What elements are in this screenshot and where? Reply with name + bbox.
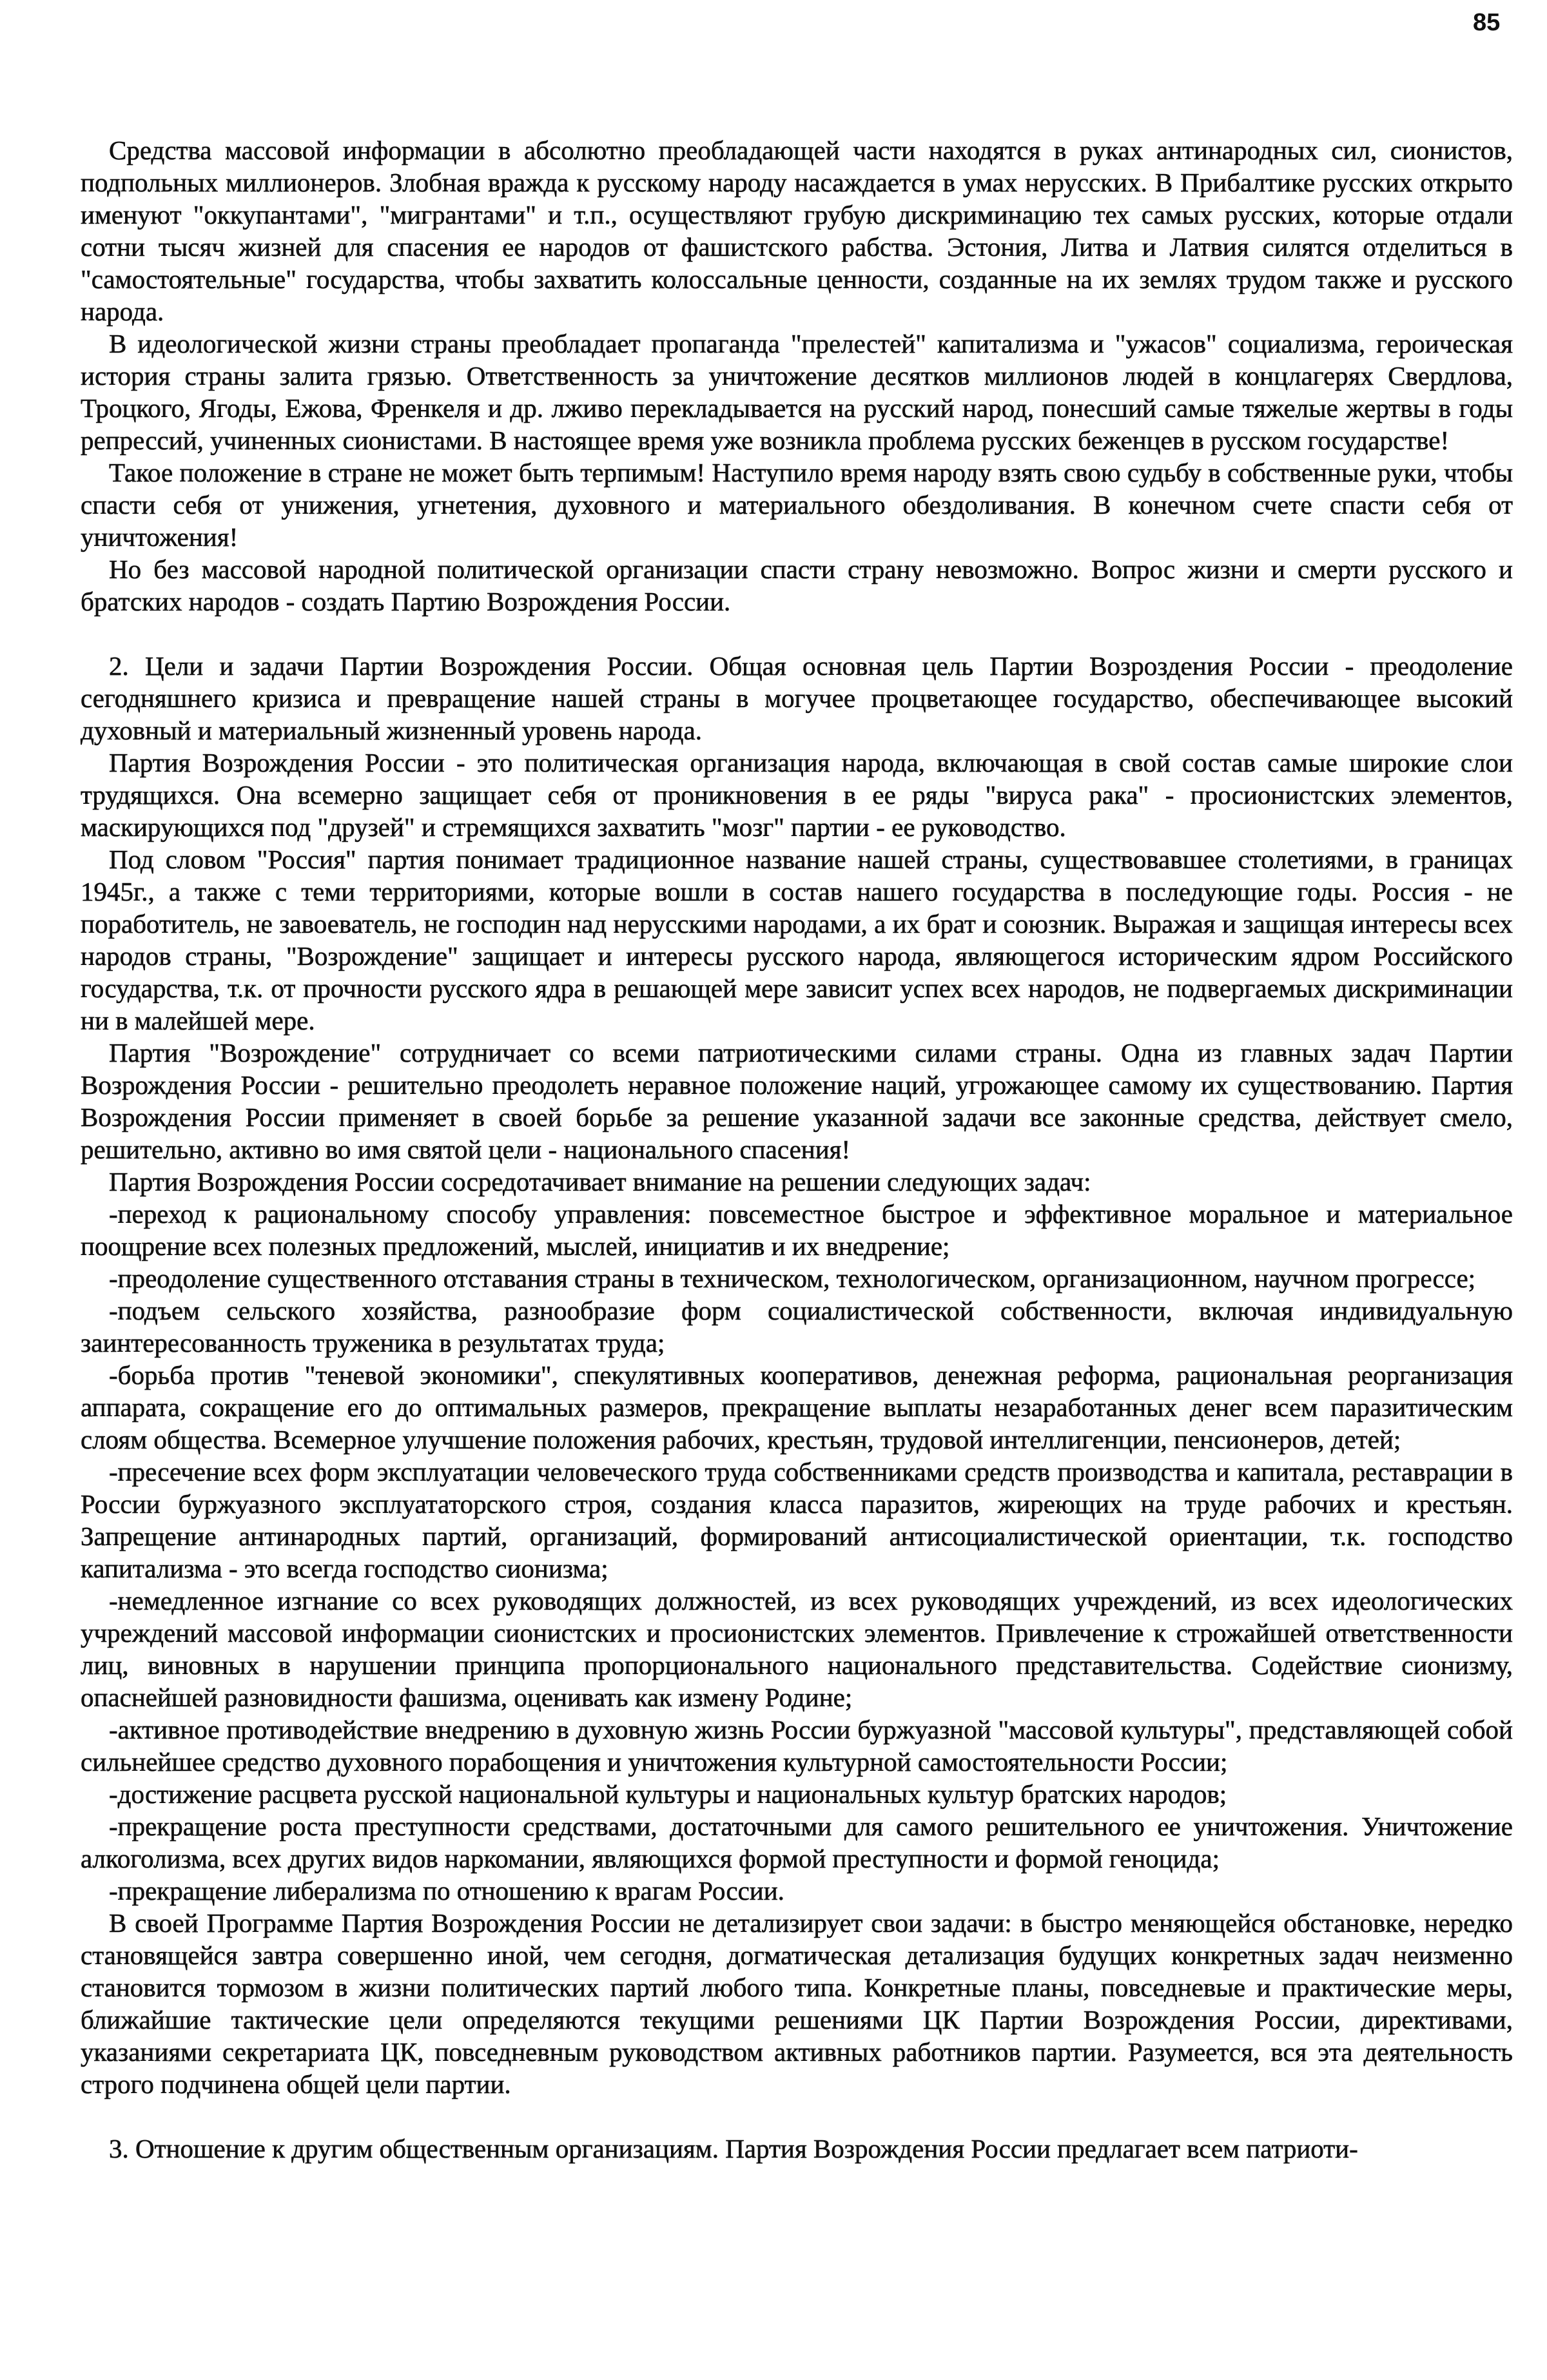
paragraph: В своей Программе Партия Возрождения России не детализирует свои задачи: в быстро меняющейся обстановке, нередко становящейся завтра совершенно иной, чем сегодня, догматическая детализация будущих конкретных задач неизменно становится тормозом в жизни политических партий любого типа. Конкретные планы, повседневые и практические меры, ближайшие тактические цели определяются текущими решениями ЦК Партии Возрождения России, директивами, указаниями секретариата ЦК, повседневным руководством активных работников партии. Разумеется, вся эта деятельность строго подчинена общей цели партии.: [81, 1908, 1513, 2099]
list-item: -прекращение либерализма по отношению к врагам России.: [109, 1876, 784, 1906]
section-2-heading-paragraph: 2. Цели и задачи Партии Возрождения России. Общая основная цель Партии Возроздения России - преодоление сегодняшнего кризиса и превращение нашей страны в могучее процветающее государство, обеспечивающее высокий духовный и материальный жизненный уровень народа.: [81, 651, 1513, 745]
list-item: -пресечение всех форм эксплуатации человеческого труда собственниками средств производства и капитала, реставрации в России буржуазного эксплуататорского строя, создания класса паразитов, жиреющих на труде рабочих и крестьян. Запрещение антинародных партий, организаций, формирований антисоциалистической ориентации, т.к. господство капитализма - это всегда господство сионизма;: [81, 1457, 1513, 1583]
list-item: -преодоление существенного отставания страны в техническом, технологическом, организационном, научном прогрессе;: [109, 1263, 1476, 1293]
paragraph: Под словом "Россия" партия понимает традиционное название нашей страны, существовавшее столетиями, в границах 1945г., а также с теми территориями, которые вошли в состав нашего государства в последующие годы. Россия - не поработитель, не завоеватель, не господин над нерусскими народами, а их брат и союзник. Выражая и защищая интересы всех народов страны, "Возрождение" защищает и интересы русского народа, являющегося историческим ядром Российского государства, т.к. от прочности русского ядра в решающей мере зависит успех всех народов, не подвергаемых дискриминации ни в малейшей мере.: [81, 844, 1513, 1035]
paragraph: В идеологической жизни страны преобладает пропаганда "прелестей" капитализма и "ужасов" социализма, героическая история страны залита грязью. Ответственность за уничтожение десятков миллионов людей в концлагерях Свердлова, Троцкого, Ягоды, Ежова, Френкеля и др. лживо перекладывается на русский народ, понесший самые тяжелые жертвы в годы репрессий, учиненных сионистами. В настоящее время уже возникла проблема русских беженцев в русском государстве!: [81, 329, 1513, 455]
list-item: -подъем сельского хозяйства, разнообразие форм социалистической собственности, включая индивидуальную заинтересованность труженика в результатах труда;: [81, 1296, 1513, 1358]
section-3-heading-paragraph: 3. Отношение к другим общественным организациям. Партия Возрождения России предлагает всем патриоти-: [109, 2134, 1358, 2163]
page-number: 85: [1473, 9, 1501, 36]
list-item: -переход к рациональному способу управления: повсеместное быстрое и эффективное моральное и материальное поощрение всех полезных предложений, мыслей, инициатив и их внедрение;: [81, 1199, 1513, 1261]
paragraph: Такое положение в стране не может быть терпимым! Наступило время народу взять свою судьбу в собственные руки, чтобы спасти себя от унижения, угнетения, духовного и материального обездоливания. В конечном счете спасти себя от уничтожения!: [81, 458, 1513, 552]
paragraph: Партия "Возрождение" сотрудничает со всеми патриотическими силами страны. Одна из главных задач Партии Возрождения России - решительно преодолеть неравное положение наций, угрожающее самому их существованию. Партия Возрождения России применяет в своей борьбе за решение указанной задачи все законные средства, действует смело, решительно, активно во имя святой цели - национального спасения!: [81, 1038, 1513, 1164]
paragraph: Средства массовой информации в абсолютно преобладающей части находятся в руках антинародных сил, сионистов, подпольных миллионеров. Злобная вражда к русскому народу насаждается в умах нерусских. В Прибалтике русских открыто именуют "оккупантами", "мигрантами" и т.п., осуществляют грубую дискриминацию тех самых русских, которые отдали сотни тысяч жизней для спасения ее народов от фашистского рабства. Эстония, Литва и Латвия силятся отделиться в "самостоятельные" государства, чтобы захватить колоссальные ценности, созданные на их землях трудом также и русского народа.: [81, 135, 1513, 326]
paragraph: Партия Возрождения России - это политическая организация народа, включающая в свой состав самые широкие слои трудящихся. Она всемерно защищает себя от проникновения в ее ряды "вируса рака" - просионистских элементов, маскирующихся под "друзей" и стремящихся захватить "мозг" партии - ее руководство.: [81, 748, 1513, 842]
list-item: -борьба против "теневой экономики", спекулятивных кооперативов, денежная реформа, рациональная реорганизация аппарата, сокращение его до оптимальных размеров, прекращение выплаты незаработанных денег всем паразитическим слоям общества. Всемерное улучшение положения рабочих, крестьян, трудовой интеллигенции, пенсионеров, детей;: [81, 1360, 1513, 1454]
list-item: -достижение расцвета русской национальной культуры и национальных культур братских народов;: [109, 1779, 1227, 1809]
list-item: -немедленное изгнание со всех руководящих должностей, из всех руководящих учреждений, из всех идеологических учреждений массовой информации сионистских и просионистских элементов. Привлечение к строжайшей ответственности лиц, виновных в нарушении принципа пропорционального национального представительства. Содействие сионизму, опаснейшей разновидности фашизма, оценивать как измену Родине;: [81, 1586, 1513, 1712]
paragraph: Но без массовой народной политической организации спасти страну невозможно. Вопрос жизни и смерти русского и братских народов - создать Партию Возрождения России.: [81, 554, 1513, 616]
paragraph: Партия Возрождения России сосредотачивает внимание на решении следующих задач:: [109, 1167, 1091, 1196]
list-item: -активное противодействие внедрению в духовную жизнь России буржуазной "массовой культуры", представляющей собой сильнейшее средство духовного порабощения и уничтожения культурной самостоятельности России;: [81, 1715, 1513, 1777]
list-item: -прекращение роста преступности средствами, достаточными для самого решительного ее уничтожения. Уничтожение алкоголизма, всех других видов наркомании, являющихся формой преступности и формой геноцида;: [81, 1811, 1513, 1873]
document-body: [81, 134, 1513, 2165]
